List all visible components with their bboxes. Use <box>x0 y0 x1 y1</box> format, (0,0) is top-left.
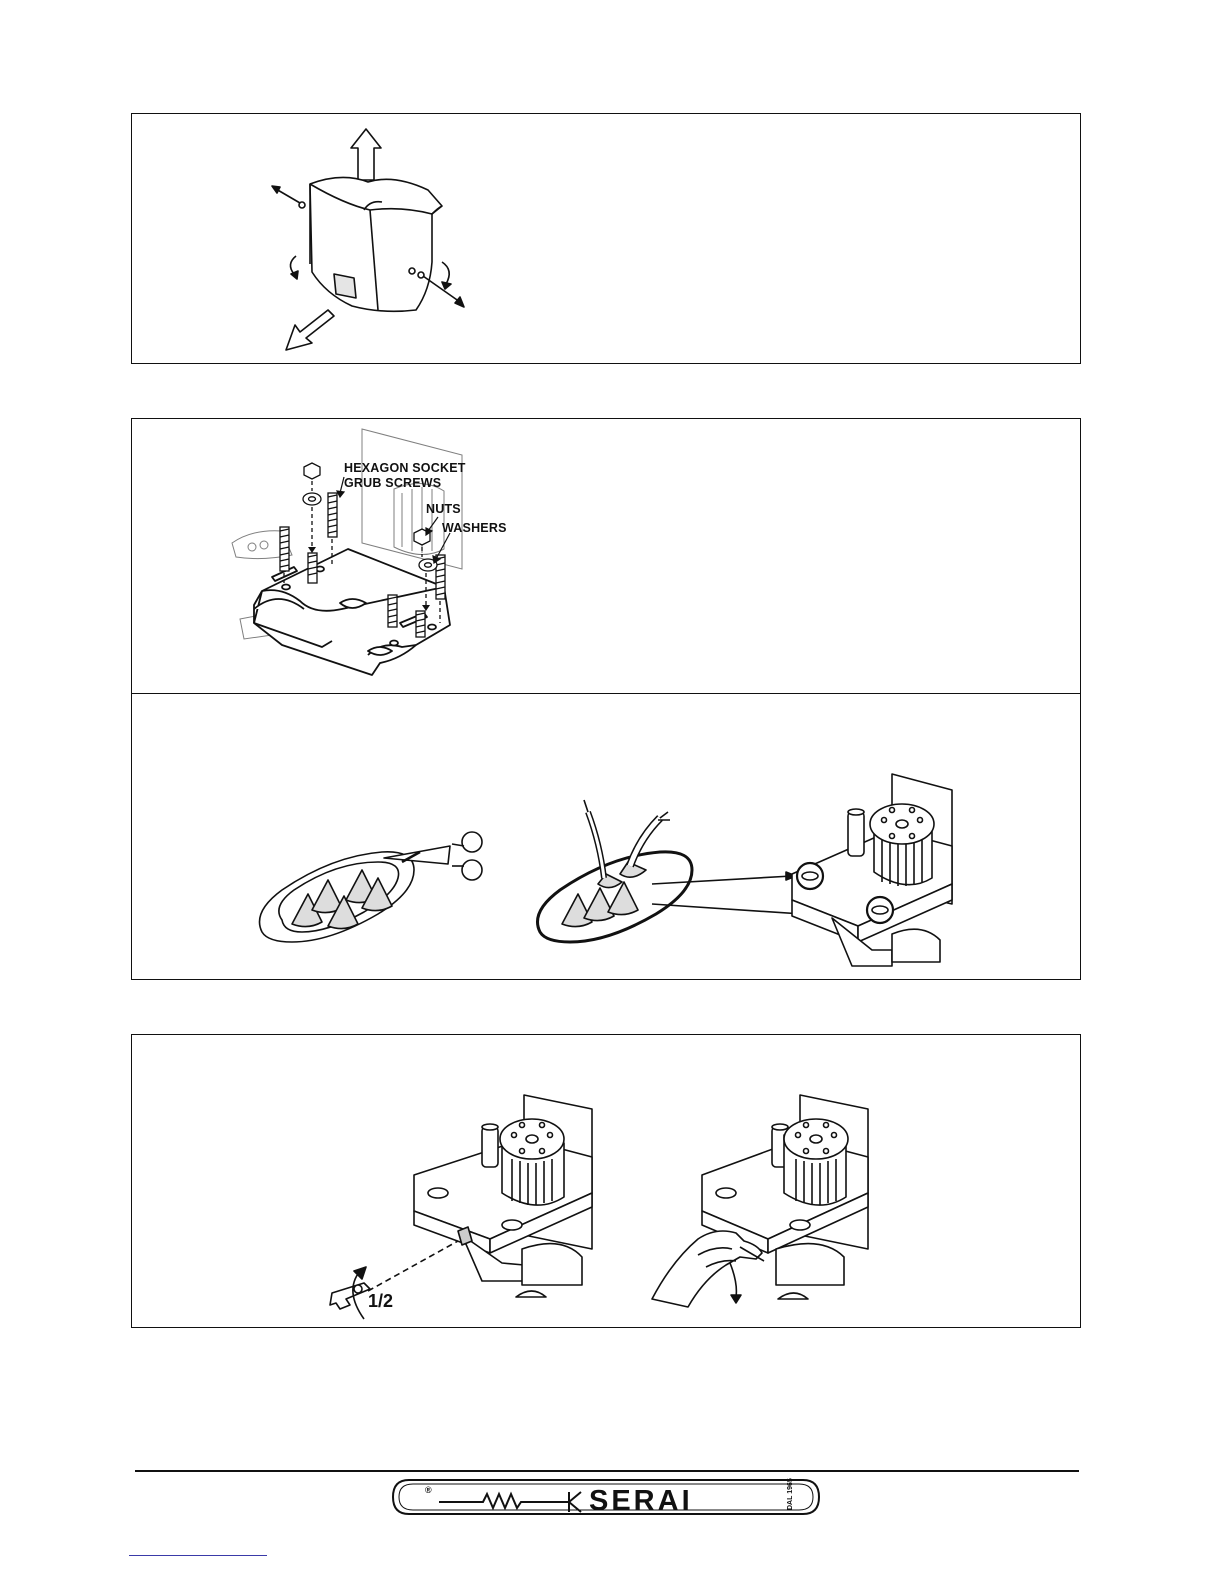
logo-registered-mark: ® <box>425 1485 432 1495</box>
footer-link-underline <box>129 1555 267 1556</box>
hand-icon <box>652 1231 764 1307</box>
half-turn-label: 1/2 <box>368 1291 394 1311</box>
washers-label: WASHERS <box>442 521 507 535</box>
grommet-with-cables <box>538 800 693 942</box>
cover-removal-illustration <box>132 114 1082 365</box>
grub-screws-label <box>344 461 466 491</box>
logo-brand: SERAI <box>589 1485 693 1516</box>
base-plate-illustration <box>132 419 1082 695</box>
grub-screw-2 <box>308 553 317 583</box>
grub-screw-3 <box>328 493 337 537</box>
panel-cover-removal <box>131 113 1081 364</box>
panel-release <box>131 1034 1081 1328</box>
grub-screws-label-line1: HEXAGON SOCKET <box>344 461 466 475</box>
key-icon <box>330 1283 370 1309</box>
panel-cable-gland <box>131 693 1081 980</box>
motor-base-unit <box>792 774 952 966</box>
grommet-plate <box>260 852 415 942</box>
panel-base-mount <box>131 418 1081 694</box>
footer-rule <box>135 1470 1079 1472</box>
grub-screw-6 <box>436 555 445 599</box>
serai-logo <box>391 1478 821 1516</box>
grub-screws-label-line2: GRUB SCREWS <box>344 476 442 490</box>
release-illustration <box>132 1035 1082 1329</box>
grub-screw-4 <box>388 595 397 627</box>
grub-screw-1 <box>280 527 289 571</box>
motor-unit-right <box>702 1095 868 1299</box>
logo-since: DAL 1965 <box>787 1478 794 1510</box>
grub-screw-5 <box>416 611 425 637</box>
cable-gland-illustration <box>132 694 1082 981</box>
nuts-label: NUTS <box>426 502 461 516</box>
motor-unit-left <box>414 1095 592 1297</box>
